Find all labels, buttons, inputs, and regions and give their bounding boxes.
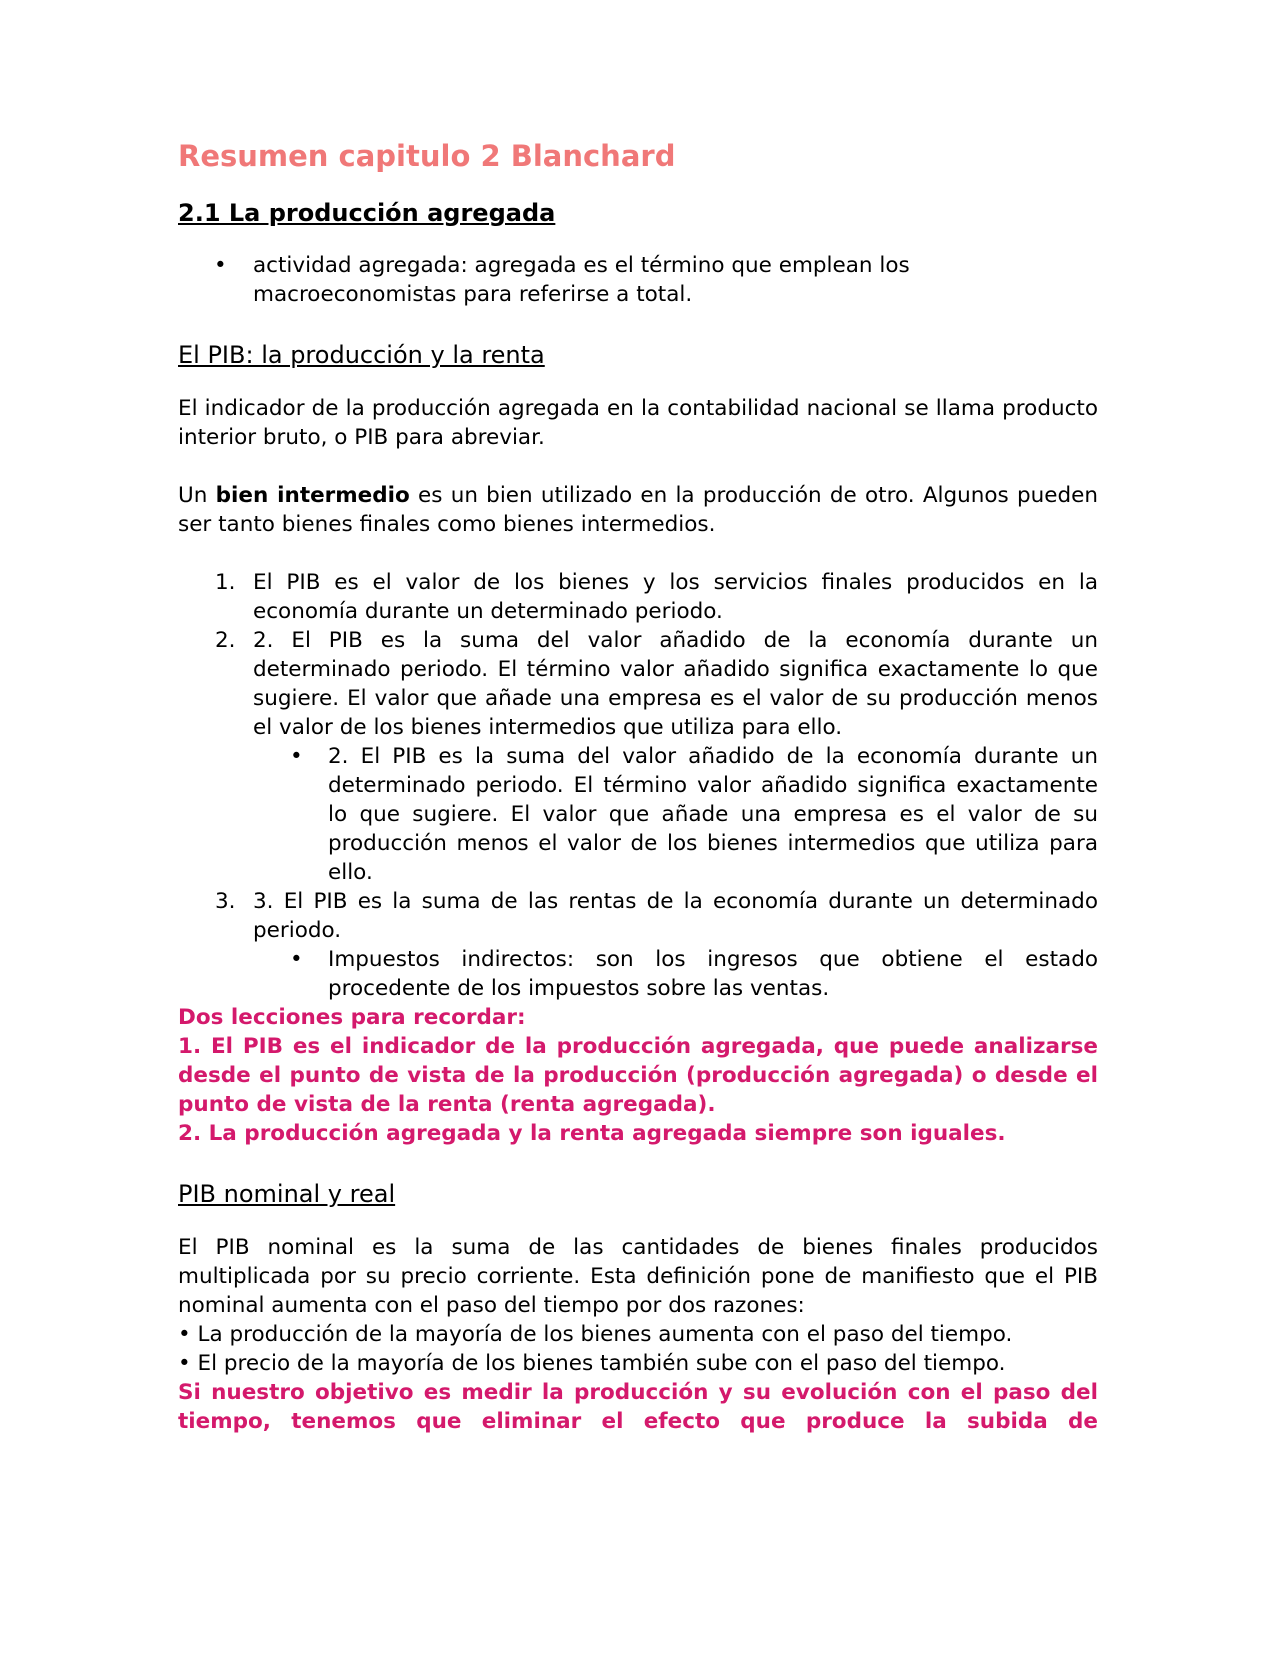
list-item — [178, 887, 1098, 945]
list-item-text: 2. El PIB es la suma del valor añadido de la economía durante un determinado periodo. El término valor añadido significa exactamente lo que sugiere. El valor que añade una empresa es el valor de su producción menos el valor de los bienes intermedios que utiliza para ello. — [253, 628, 1098, 740]
list-number: 1. — [215, 570, 236, 595]
reason-2: • El precio de la mayoría de los bienes también sube con el paso del tiempo. — [178, 1351, 1006, 1376]
paragraph-pib-indicador: El indicador de la producción agregada en la contabilidad nacional se llama producto interior bruto, o PIB para abreviar. — [178, 396, 1098, 450]
list-item-text: 3. El PIB es la suma de las rentas de la economía durante un determinado periodo. — [253, 889, 1098, 943]
document-title: Resumen capitulo 2 Blanchard — [178, 139, 676, 173]
reason-1: • La producción de la mayoría de los bienes aumenta con el paso del tiempo. — [178, 1322, 1013, 1347]
bold-term-bien-intermedio: bien intermedio — [215, 483, 410, 508]
bullet-icon: • — [290, 744, 303, 769]
list-number: 2. — [215, 628, 236, 653]
subsection-heading-pib-nominal: PIB nominal y real — [178, 1180, 396, 1208]
document-page — [178, 136, 1098, 1436]
bullet-icon: • — [290, 947, 303, 972]
pib-definitions-list — [178, 568, 1098, 742]
list-item-text: El PIB es el valor de los bienes y los servicios finales producidos en la economía durante un determinado periodo. — [253, 570, 1098, 624]
list-item — [178, 568, 1098, 626]
sub-bullet-text: Impuestos indirectos: son los ingresos que obtiene el estado procedente de los impuestos sobre las ventas. — [328, 947, 1098, 1001]
lesson-1: 1. El PIB es el indicador de la producción agregada, que puede analizarse desde el punto de vista de la producción (producción agregada) o desde el punto de vista de la renta (renta agregada). — [178, 1034, 1098, 1117]
paragraph-bien-intermedio — [178, 481, 1098, 539]
paragraph-pib-nominal: El PIB nominal es la suma de las cantidades de bienes finales producidos multiplicada por su precio corriente. Esta definición pone de manifiesto que el PIB nominal aumenta con el paso del tiempo por dos razones: — [178, 1235, 1098, 1318]
subsection-heading-pib: El PIB: la producción y la renta — [178, 341, 545, 369]
lessons-title: Dos lecciones para recordar: — [178, 1005, 526, 1030]
section-heading-produccion-agregada: 2.1 La producción agregada — [178, 199, 556, 227]
list-item — [178, 945, 1098, 1003]
lesson-2: 2. La producción agregada y la renta agregada siempre son iguales. — [178, 1121, 1006, 1146]
text-fragment: es un bien utilizado en la producción de otro. Algunos pueden ser tanto bienes finales como bienes intermedios. — [178, 483, 1098, 537]
pib-definitions-list-cont — [178, 887, 1098, 945]
highlight-paragraph: Si nuestro objetivo es medir la producción y su evolución con el paso del tiempo, tenemos que eliminar el efecto que produce la subida de — [178, 1380, 1098, 1434]
sub-bullet-text: 2. El PIB es la suma del valor añadido de la economía durante un determinado periodo. El término valor añadido significa exactamente lo que sugiere. El valor que añade una empresa es el valor de su producción menos el valor de los bienes intermedios que utiliza para ello. — [328, 744, 1098, 885]
bullet-icon: • — [214, 253, 227, 278]
list-item — [178, 742, 1098, 887]
text-fragment: Un — [178, 483, 216, 508]
list-item — [178, 626, 1098, 742]
bullet-text: actividad agregada: agregada es el término que emplean los macroeconomistas para referirse a total. — [253, 253, 910, 307]
list-item — [178, 251, 1098, 309]
list-number: 3. — [215, 889, 236, 914]
